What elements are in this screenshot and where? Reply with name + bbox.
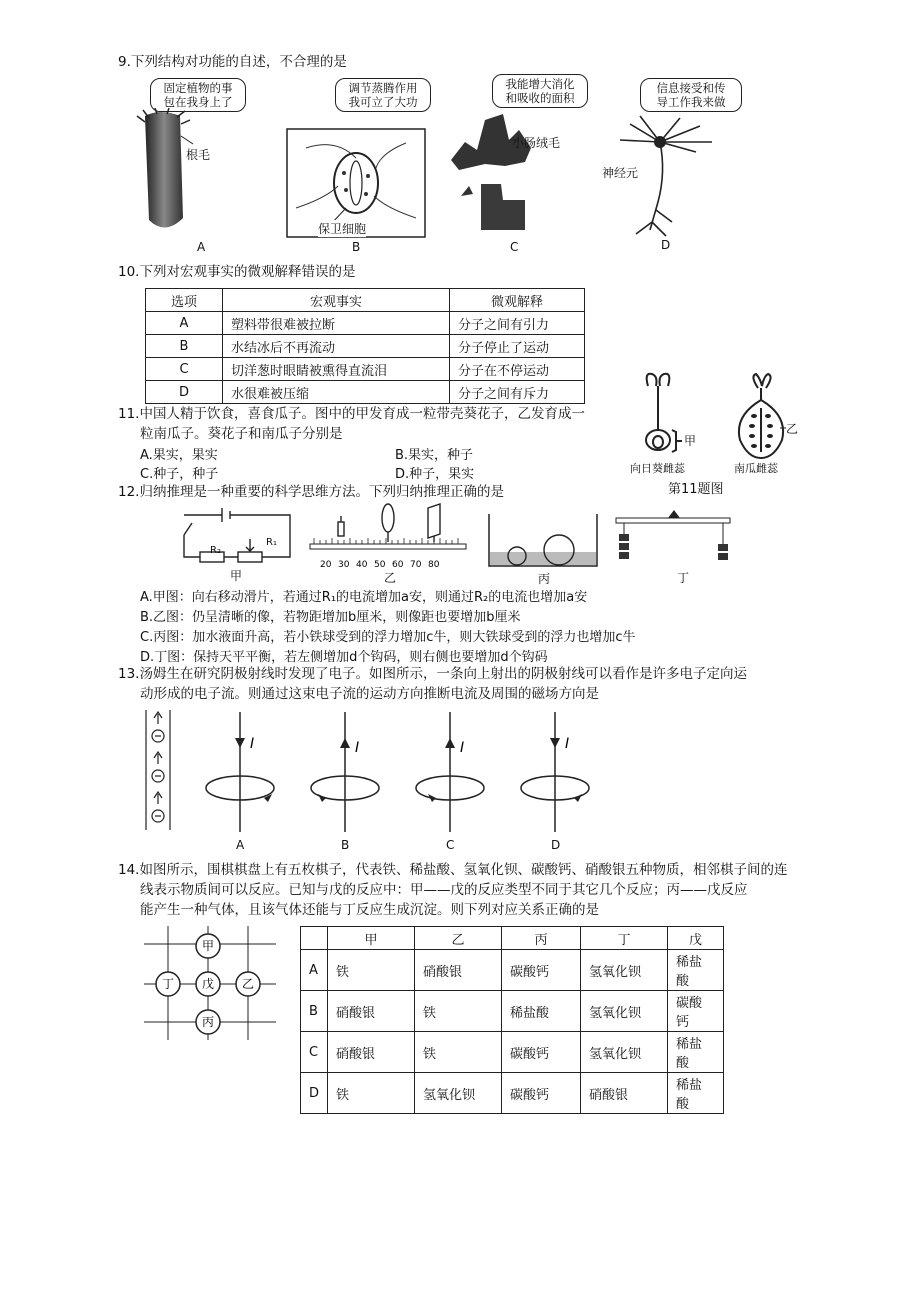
ruler-tick: 20	[320, 560, 332, 570]
go-stone-ding: 丁	[161, 977, 175, 991]
q12-label-ding: 丁	[677, 571, 690, 585]
circuit-figure	[178, 505, 296, 569]
table-cell: 碳酸钙	[502, 1032, 581, 1073]
table-cell: 稀盐酸	[502, 991, 581, 1032]
q9-letter-d: D	[661, 238, 671, 252]
balance-figure	[612, 510, 734, 568]
q12-r2-label: R₂	[210, 545, 221, 556]
q13-letter-b: B	[341, 838, 350, 852]
table-cell: 碳酸钙	[668, 991, 724, 1032]
table-cell: 水很难被压缩	[223, 381, 450, 404]
table-cell: 氢氧化钡	[415, 1073, 502, 1114]
root-hair-figure	[135, 108, 205, 238]
q11-label-yi: 乙	[786, 422, 799, 436]
q10-header-option: 选项	[146, 289, 223, 312]
ruler-tick: 50	[374, 560, 386, 570]
table-cell: 硝酸银	[415, 950, 502, 991]
table-cell: 切洋葱时眼睛被熏得直流泪	[223, 358, 450, 381]
table-cell: 稀盐酸	[668, 1032, 724, 1073]
table-row	[146, 358, 585, 381]
q13-letter-c: C	[446, 838, 455, 852]
go-stone-wu: 戊	[201, 977, 215, 991]
q11-option-c: C.种子，种子	[140, 467, 219, 482]
villi-figure	[445, 100, 555, 238]
q11-option-b: B.果实，种子	[395, 448, 474, 463]
q13-letter-d: D	[551, 838, 561, 852]
q9-b-bubble: 调节蒸腾作用 我可立了大功	[335, 78, 431, 112]
q14-stem-2: 线表示物质间可以反应。已知与戊的反应中：甲——戊的反应类型不同于其它几个反应；丙——戊反应	[140, 882, 748, 898]
table-cell: 丁	[581, 927, 668, 950]
table-cell: D	[301, 1073, 328, 1114]
table-cell: 铁	[415, 991, 502, 1032]
q11-stem-2: 粒南瓜子。葵花子和南瓜子分别是	[140, 426, 343, 442]
table-row	[146, 335, 585, 358]
table-cell: 硝酸银	[581, 1073, 668, 1114]
table-cell: 铁	[328, 1073, 415, 1114]
table-cell: 分子之间有引力	[450, 312, 585, 335]
q13-letter-a: A	[236, 838, 245, 852]
table-cell: B	[301, 991, 328, 1032]
table-cell: C	[301, 1032, 328, 1073]
q14-stem-3: 能产生一种气体，且该气体还能与丁反应生成沉淀。则下列对应关系正确的是	[140, 902, 599, 918]
table-cell: C	[146, 358, 223, 381]
table-cell: 氢氧化钡	[581, 950, 668, 991]
optics-bench-figure	[308, 500, 470, 560]
q9-letter-b: B	[352, 240, 361, 254]
current-label: I	[565, 736, 570, 752]
q14-stem-1: 14.如图所示，围棋棋盘上有五枚棋子，代表铁、稀盐酸、氢氧化钡、碳酸钙、硝酸银五种物质，相邻棋子间的连	[118, 862, 788, 878]
q9-d-label: 神经元	[602, 166, 639, 180]
table-cell: 氢氧化钡	[581, 1032, 668, 1073]
q10-stem: 10.下列对宏观事实的微观解释错误的是	[118, 264, 356, 280]
current-label: I	[460, 740, 465, 756]
go-stone-bing: 丙	[201, 1015, 215, 1029]
current-label: I	[250, 736, 255, 752]
q11-option-a: A.果实，果实	[140, 448, 218, 463]
current-label: I	[355, 740, 360, 756]
table-cell: 铁	[328, 950, 415, 991]
table-cell: 甲	[328, 927, 415, 950]
q9-letter-c: C	[510, 240, 519, 254]
q11-label-pumpkin: 南瓜雌蕊	[734, 462, 778, 475]
q12-label-jia: 甲	[230, 569, 243, 583]
q9-letter-a: A	[197, 240, 206, 254]
table-cell: 碳酸钙	[502, 950, 581, 991]
q9-c-label: 小肠绒毛	[512, 136, 561, 150]
ruler-tick: 80	[428, 560, 440, 570]
q9-a-bubble: 固定植物的事 包在我身上了	[150, 78, 246, 112]
table-cell: A	[146, 312, 223, 335]
ruler-tick: 70	[410, 560, 422, 570]
q9-c-bubble: 我能增大消化 和吸收的面积	[492, 74, 588, 108]
table-cell: 塑料带很难被拉断	[223, 312, 450, 335]
q11-label-sunflower: 向日葵雌蕊	[630, 462, 685, 475]
table-cell: 稀盐酸	[668, 950, 724, 991]
q11-caption: 第11题图	[668, 482, 724, 497]
q12-option-c: C.丙图：加水液面升高，若小铁球受到的浮力增加c牛，则大铁球受到的浮力也增加c牛	[140, 630, 636, 645]
q12-option-a: A.甲图：向右移动滑片，若通过R₁的电流增加a安，则通过R₂的电流也增加a安	[140, 590, 588, 605]
table-cell: 分子停止了运动	[450, 335, 585, 358]
q14-table	[300, 926, 724, 1114]
table-cell: D	[146, 381, 223, 404]
table-cell: 硝酸银	[328, 991, 415, 1032]
table-cell: A	[301, 950, 328, 991]
q10-header-explain: 微观解释	[450, 289, 585, 312]
q12-stem: 12.归纳推理是一种重要的科学思维方法。下列归纳推理正确的是	[118, 484, 504, 500]
q12-option-b: B.乙图：仍呈清晰的像，若物距增加b厘米，则像距也要增加b厘米	[140, 610, 521, 625]
table-row	[301, 1032, 724, 1073]
table-row	[146, 312, 585, 335]
q13-stem-2: 动形成的电子流。则通过这束电子流的运动方向推断电流及周围的磁场方向是	[140, 686, 599, 702]
table-row	[301, 950, 724, 991]
q11-stem-1: 11.中国人精于饮食，喜食瓜子。图中的甲发育成一粒带壳葵花子，乙发育成一	[118, 406, 585, 422]
table-cell: 分子在不停运动	[450, 358, 585, 381]
q10-table	[145, 288, 585, 404]
table-cell	[301, 927, 328, 950]
ruler-ticks	[308, 556, 470, 570]
table-cell: 碳酸钙	[502, 1073, 581, 1114]
q11-option-d: D.种子，果实	[395, 467, 475, 482]
table-cell: 分子之间有斥力	[450, 381, 585, 404]
table-cell: 氢氧化钡	[581, 991, 668, 1032]
tank-figure	[487, 512, 599, 570]
table-row	[301, 927, 724, 950]
table-cell: 水结冰后不再流动	[223, 335, 450, 358]
q12-label-bing: 丙	[538, 572, 551, 586]
ruler-tick: 30	[338, 560, 350, 570]
go-stone-jia: 甲	[201, 939, 215, 953]
ruler-tick: 40	[356, 560, 368, 570]
q12-r1-label: R₁	[266, 537, 277, 548]
table-cell: 戊	[668, 927, 724, 950]
table-row	[146, 289, 585, 312]
q9-b-label: 保卫细胞	[318, 222, 367, 236]
table-cell: 硝酸银	[328, 1032, 415, 1073]
pistil-figure	[630, 368, 795, 460]
table-row	[301, 991, 724, 1032]
table-row	[301, 1073, 724, 1114]
table-cell: 丙	[502, 927, 581, 950]
table-row	[146, 381, 585, 404]
go-stone-yi: 乙	[241, 977, 255, 991]
q12-option-d: D.丁图：保持天平平衡，若左侧增加d个钩码，则右侧也要增加d个钩码	[140, 650, 548, 665]
q11-label-jia: 甲	[684, 434, 697, 448]
q13-stem-1: 13.汤姆生在研究阴极射线时发现了电子。如图所示，一条向上射出的阴极射线可以看作是许多电子定向运	[118, 666, 747, 682]
table-cell: 铁	[415, 1032, 502, 1073]
q9-d-bubble: 信息接受和传 导工作我来做	[640, 78, 742, 112]
cathode-ray-figure	[140, 708, 610, 840]
q12-label-yi: 乙	[384, 571, 397, 585]
table-cell: 稀盐酸	[668, 1073, 724, 1114]
q10-header-fact: 宏观事实	[223, 289, 450, 312]
table-cell: B	[146, 335, 223, 358]
q9-a-label: 根毛	[186, 148, 211, 162]
table-cell: 乙	[415, 927, 502, 950]
q9-stem: 9.下列结构对功能的自述，不合理的是	[118, 54, 347, 70]
go-board-figure	[140, 922, 280, 1042]
ruler-tick: 60	[392, 560, 404, 570]
